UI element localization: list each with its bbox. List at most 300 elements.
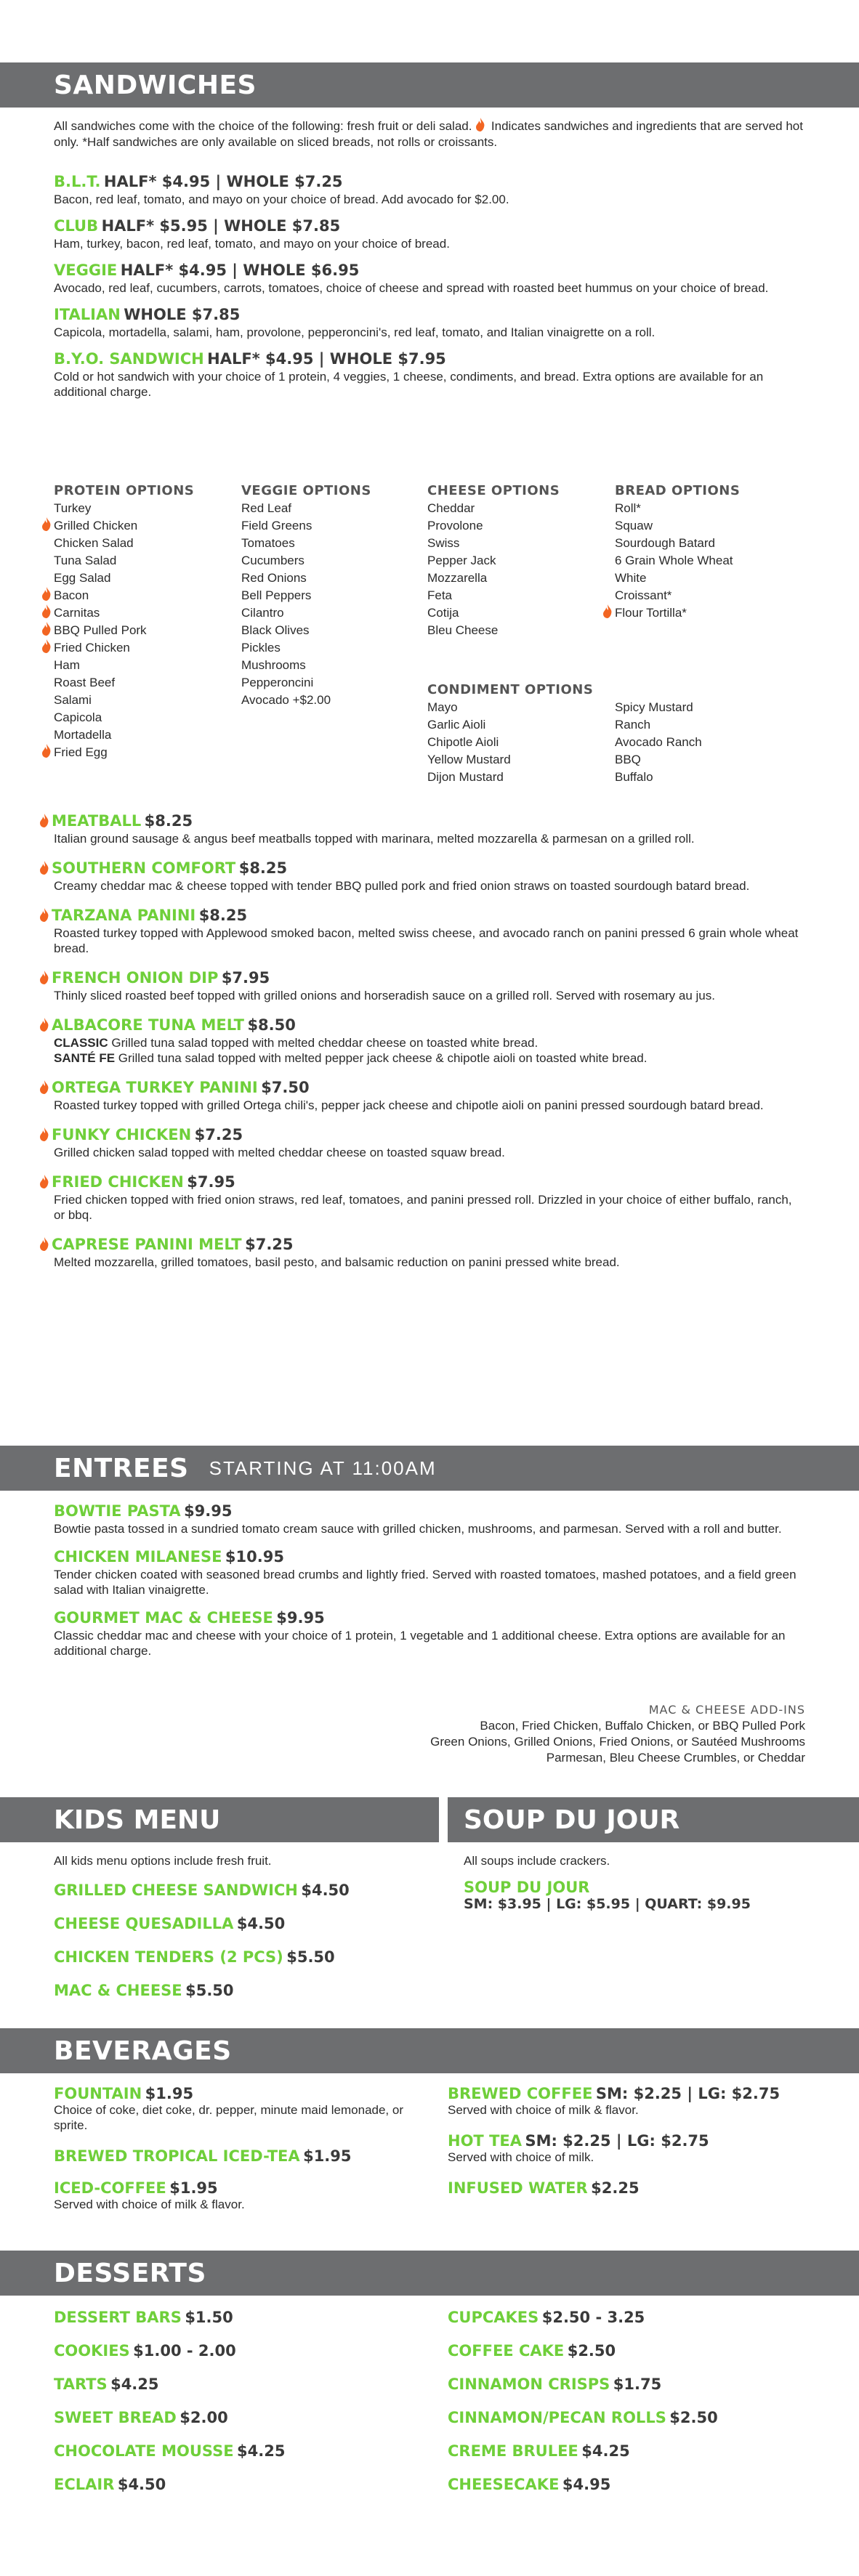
hot-flame-icon xyxy=(41,622,52,636)
menu-item-name: DESSERT BARS xyxy=(54,2309,182,2326)
menu-item-name: COFFEE CAKE xyxy=(448,2342,565,2360)
menu-item-price: $4.25 xyxy=(237,2442,286,2460)
menu-item-price: $5.50 xyxy=(185,1982,234,1999)
option-item xyxy=(54,570,235,587)
kids-header xyxy=(0,1797,439,1842)
menu-item-description: Ham, turkey, bacon, red leaf, tomato, and mayo on your choice of bread. xyxy=(54,237,450,251)
menu-item-name: CHEESE QUESADILLA xyxy=(54,1915,234,1932)
menu-item-name: CHOCOLATE MOUSSE xyxy=(54,2442,234,2460)
option-item-label: Pepperoncini xyxy=(241,676,314,689)
mac-cheese-addins xyxy=(430,1702,805,1766)
condiment-item: BBQ xyxy=(615,753,641,766)
option-item-label: Tuna Salad xyxy=(54,554,117,567)
menu-item-name: ALBACORE TUNA MELT xyxy=(52,1016,244,1034)
option-item xyxy=(54,552,235,570)
option-item-label: Mozzarella xyxy=(427,571,488,585)
tuna-santafe-desc: Grilled tuna salad topped with melted pepper jack cheese & chipotle aioli on toasted white bread. xyxy=(118,1051,648,1065)
menu-item-name: FOUNTAIN xyxy=(54,2085,142,2102)
dessert-item xyxy=(448,2309,826,2326)
hot-flame-icon xyxy=(475,118,485,131)
option-item xyxy=(41,517,235,535)
menu-item-price: $9.95 xyxy=(184,1502,233,1520)
option-item-label: Mushrooms xyxy=(241,658,306,672)
menu-item-heading xyxy=(54,1548,805,1566)
option-item-label: Ham xyxy=(54,658,80,672)
option-item xyxy=(615,535,818,552)
menu-item xyxy=(54,173,805,207)
tuna-classic-label: CLASSIC xyxy=(54,1036,108,1050)
veggie-options-header: VEGGIE OPTIONS xyxy=(241,483,371,498)
menu-item-name: GRILLED CHEESE SANDWICH xyxy=(54,1882,298,1899)
option-item xyxy=(241,639,423,657)
option-item xyxy=(602,604,818,622)
option-item xyxy=(615,500,818,517)
option-item-label: Chicken Salad xyxy=(54,536,134,550)
menu-item-description: Melted mozzarella, grilled tomatoes, basil pesto, and balsamic reduction on panini pressed white bread. xyxy=(54,1255,620,1269)
option-item xyxy=(41,622,235,639)
beverages-header xyxy=(0,2028,859,2073)
option-item-label: Bell Peppers xyxy=(241,588,312,602)
menu-item-name: CINNAMON/PECAN ROLLS xyxy=(448,2409,666,2426)
menu-item-price: SM: $2.25 | LG: $2.75 xyxy=(595,2085,781,2102)
menu-item-price: $2.50 xyxy=(669,2409,718,2426)
menu-item-description: Roasted turkey topped with Applewood smoked bacon, melted swiss cheese, and avocado ranch on panini pressed 6 grain whole wheat bread. xyxy=(54,926,799,955)
menu-item-heading xyxy=(54,2179,432,2197)
option-item xyxy=(54,535,235,552)
kids-item xyxy=(54,1948,432,1966)
menu-item-heading xyxy=(39,969,805,987)
dessert-item xyxy=(54,2309,432,2326)
hot-flame-icon xyxy=(602,604,613,618)
menu-item-price: $2.50 - 3.25 xyxy=(541,2309,645,2326)
menu-item-description: Italian ground sausage & angus beef meatballs topped with marinara, melted mozzarella & parmesan on a grilled roll. xyxy=(54,832,695,846)
option-item xyxy=(41,587,235,604)
option-item xyxy=(241,500,423,517)
menu-item-heading xyxy=(39,907,805,924)
menu-item-price: $8.25 xyxy=(198,907,248,924)
menu-item-heading xyxy=(54,2085,432,2102)
addins-header: MAC & CHEESE ADD-INS xyxy=(648,1703,805,1717)
beverage-item xyxy=(448,2179,826,2197)
option-item-label: Cilantro xyxy=(241,606,284,620)
menu-item-description: Bacon, red leaf, tomato, and mayo on your choice of bread. Add avocado for $2.00. xyxy=(54,193,509,206)
menu-item-price: $4.50 xyxy=(117,2476,166,2493)
option-item-label: Avocado +$2.00 xyxy=(241,693,331,707)
menu-item-name: B.Y.O. SANDWICH xyxy=(54,350,204,368)
menu-item-price: $1.75 xyxy=(613,2375,662,2393)
option-item xyxy=(241,674,423,692)
menu-item-name: GOURMET MAC & CHEESE xyxy=(54,1609,273,1627)
option-item-label: Turkey xyxy=(54,501,92,515)
menu-item-heading xyxy=(54,350,805,368)
menu-item-price: $1.95 xyxy=(145,2085,194,2102)
option-item-label: Pepper Jack xyxy=(427,554,496,567)
menu-item-price: $7.50 xyxy=(261,1079,310,1096)
menu-item-price: $7.25 xyxy=(245,1236,294,1253)
menu-item xyxy=(54,306,805,340)
option-item xyxy=(241,692,423,709)
desserts-title: DESSERTS xyxy=(54,2258,206,2288)
menu-item-price: $2.25 xyxy=(591,2179,640,2197)
menu-item-description: Roasted turkey topped with grilled Ortega chili's, pepper jack cheese and chipotle aioli on panini pressed sourdough batard bread. xyxy=(54,1098,764,1112)
hot-flame-icon xyxy=(41,604,52,618)
entree-item xyxy=(54,1548,805,1597)
option-item xyxy=(615,587,818,604)
menu-item-price: HALF* $4.95 | WHOLE $6.95 xyxy=(120,262,360,279)
beverages-right xyxy=(448,2085,826,2211)
soup-price: SM: $3.95 | LG: $5.95 | QUART: $9.95 xyxy=(464,1896,751,1912)
option-item xyxy=(241,552,423,570)
hot-menu-item xyxy=(39,1173,805,1223)
menu-item-heading xyxy=(54,306,805,323)
dessert-item xyxy=(54,2442,432,2460)
addins-line: Parmesan, Bleu Cheese Crumbles, or Cheddar xyxy=(546,1751,805,1765)
condiment-item: Avocado Ranch xyxy=(615,735,702,749)
desserts-left xyxy=(54,2309,432,2509)
dessert-item xyxy=(448,2409,826,2426)
option-item-label: Croissant* xyxy=(615,588,672,602)
menu-item-description: Capicola, mortadella, salami, ham, provolone, pepperoncini's, red leaf, tomato, and Italian vinaigrette on a roll. xyxy=(54,325,656,339)
option-item-label: Bleu Cheese xyxy=(427,623,499,637)
option-item-label: Roll* xyxy=(615,501,641,515)
hot-menu-item xyxy=(39,1016,805,1066)
menu-item-name: FRIED CHICKEN xyxy=(52,1173,184,1191)
addins-line: Green Onions, Grilled Onions, Fried Onions, or Sautéed Mushrooms xyxy=(430,1735,805,1749)
hot-menu-item xyxy=(39,969,805,1003)
option-item-label: Squaw xyxy=(615,519,653,532)
dessert-item xyxy=(448,2342,826,2360)
cheese-options xyxy=(427,482,609,639)
menu-item xyxy=(54,262,805,296)
menu-item-description: Avocado, red leaf, cucumbers, carrots, tomatoes, choice of cheese and spread with roasted beet hummus on your choice of bread. xyxy=(54,281,769,295)
menu-item-price: $1.95 xyxy=(169,2179,218,2197)
menu-item-heading xyxy=(54,262,805,279)
menu-item-name: B.L.T. xyxy=(54,173,101,190)
menu-item-name: ORTEGA TURKEY PANINI xyxy=(52,1079,258,1096)
option-item-label: Salami xyxy=(54,693,92,707)
option-item-label: Grilled Chicken xyxy=(54,519,138,532)
beverage-item xyxy=(54,2147,432,2165)
hot-flame-icon xyxy=(39,1175,49,1188)
option-item xyxy=(54,674,235,692)
menu-item-name: VEGGIE xyxy=(54,262,118,279)
option-item xyxy=(54,657,235,674)
menu-item-description: Bowtie pasta tossed in a sundried tomato cream sauce with grilled chicken, mushrooms, and parmesan. Served with a roll and butter. xyxy=(54,1522,782,1536)
condiment-item: Spicy Mustard xyxy=(615,700,693,714)
desserts-header xyxy=(0,2251,859,2296)
entrees-header xyxy=(0,1446,859,1491)
option-item xyxy=(241,587,423,604)
menu-item-price: $1.00 - 2.00 xyxy=(133,2342,236,2360)
entrees-subtitle: STARTING AT 11:00AM xyxy=(209,1457,437,1479)
menu-item-heading xyxy=(54,173,805,190)
kids-note: All kids menu options include fresh fruit. xyxy=(54,1854,272,1868)
menu-item-description: Creamy cheddar mac & cheese topped with tender BBQ pulled pork and fried onion straws on toasted sourdough batard bread. xyxy=(54,879,750,893)
menu-item-name: FRENCH ONION DIP xyxy=(52,969,219,987)
option-item-label: Black Olives xyxy=(241,623,310,637)
hot-flame-icon xyxy=(39,814,49,827)
kids-item xyxy=(54,1882,432,1899)
condiment-item: Ranch xyxy=(615,718,651,732)
menu-item-price: $8.25 xyxy=(238,859,288,877)
option-item-label: Egg Salad xyxy=(54,571,111,585)
desserts-right xyxy=(448,2309,826,2509)
soup-title: SOUP DU JOUR xyxy=(464,1805,680,1835)
option-item-label: Feta xyxy=(427,588,453,602)
option-item xyxy=(241,517,423,535)
menu-item-heading xyxy=(39,1016,805,1034)
option-item-label: Tomatoes xyxy=(241,536,295,550)
menu-item-heading xyxy=(54,1502,805,1520)
option-item-label: White xyxy=(615,571,647,585)
sandwiches-header xyxy=(0,62,859,108)
option-item xyxy=(54,726,235,744)
hot-flame-icon xyxy=(41,639,52,653)
menu-item-name: MEATBALL xyxy=(52,812,142,830)
menu-item-heading xyxy=(39,1079,805,1096)
menu-item-price: $5.50 xyxy=(286,1948,335,1966)
menu-item-heading xyxy=(39,812,805,830)
menu-item-description: Thinly sliced roasted beef topped with grilled onions and horseradish sauce on a grilled roll. Served with rosemary au jus. xyxy=(54,989,715,1003)
menu-item-price: $4.50 xyxy=(301,1882,350,1899)
hot-flame-icon xyxy=(39,971,49,984)
option-item xyxy=(427,622,609,639)
kids-item xyxy=(54,1915,432,1932)
option-item xyxy=(41,639,235,657)
option-item xyxy=(241,604,423,622)
option-item-label: BBQ Pulled Pork xyxy=(54,623,147,637)
option-item xyxy=(615,570,818,587)
option-item-label: Provolone xyxy=(427,519,483,532)
hot-menu-item xyxy=(39,812,805,846)
hot-flame-icon xyxy=(41,517,52,531)
option-item xyxy=(241,622,423,639)
menu-item-heading xyxy=(448,2132,826,2150)
option-item-label: Cotija xyxy=(427,606,459,620)
menu-item-price: $7.95 xyxy=(221,969,270,987)
menu-item-price: HALF* $5.95 | WHOLE $7.85 xyxy=(101,217,341,235)
menu-item-price: $4.50 xyxy=(236,1915,286,1932)
hot-flame-icon xyxy=(41,744,52,758)
menu-item-name: TARTS xyxy=(54,2375,108,2393)
option-item xyxy=(54,709,235,726)
menu-item-description: Grilled chicken salad topped with melted cheddar cheese on toasted squaw bread. xyxy=(54,1146,505,1159)
menu-item-heading xyxy=(39,1173,805,1191)
condiment-item: Yellow Mustard xyxy=(427,753,511,766)
option-item xyxy=(41,604,235,622)
dessert-item xyxy=(448,2442,826,2460)
tuna-santafe-label: SANTÉ FE xyxy=(54,1051,116,1065)
menu-item-description: Served with choice of milk. xyxy=(448,2150,594,2164)
beverages-title: BEVERAGES xyxy=(54,2036,232,2066)
condiment-item: Buffalo xyxy=(615,770,653,784)
hot-menu-item xyxy=(39,1236,805,1270)
dessert-item xyxy=(448,2375,826,2393)
menu-item-name: CREME BRULEE xyxy=(448,2442,578,2460)
menu-item-price: $2.00 xyxy=(180,2409,228,2426)
tuna-classic-desc: Grilled tuna salad topped with melted cheddar cheese on toasted white bread. xyxy=(111,1036,539,1050)
menu-item-price: $2.50 xyxy=(567,2342,616,2360)
menu-item-name: SWEET BREAD xyxy=(54,2409,177,2426)
menu-item-price: SM: $2.25 | LG: $2.75 xyxy=(525,2132,709,2150)
option-item-label: Field Greens xyxy=(241,519,312,532)
menu-item-heading xyxy=(39,1236,805,1253)
beverage-item xyxy=(448,2085,826,2118)
option-item xyxy=(615,552,818,570)
dessert-item xyxy=(54,2476,432,2493)
option-item-label: Mortadella xyxy=(54,728,112,742)
option-item xyxy=(427,552,609,570)
beverages-left xyxy=(54,2085,432,2227)
option-item-label: Capicola xyxy=(54,710,102,724)
protein-options xyxy=(54,482,235,761)
menu-item-name: CHICKEN MILANESE xyxy=(54,1548,222,1566)
entree-item xyxy=(54,1609,805,1658)
menu-item-price: $8.50 xyxy=(247,1016,296,1034)
menu-item-price: $4.25 xyxy=(581,2442,630,2460)
menu-item-name: MAC & CHEESE xyxy=(54,1982,182,1999)
option-item xyxy=(427,500,609,517)
menu-item-name: CUPCAKES xyxy=(448,2309,539,2326)
menu-item-name: ICED-COFFEE xyxy=(54,2179,166,2197)
option-item xyxy=(54,500,235,517)
menu-item-description: Cold or hot sandwich with your choice of 1 protein, 4 veggies, 1 cheese, condiments, and bread. Extra options are available for an additional charge. xyxy=(54,370,764,399)
menu-item-price: $8.25 xyxy=(144,812,193,830)
option-item-label: Fried Chicken xyxy=(54,641,130,655)
option-item xyxy=(427,517,609,535)
menu-item-heading xyxy=(54,1609,805,1627)
option-item-label: Red Leaf xyxy=(241,501,291,515)
menu-item-name: BREWED TROPICAL ICED-TEA xyxy=(54,2147,300,2165)
kids-item xyxy=(54,1982,432,1999)
menu-item-price: $1.95 xyxy=(303,2147,352,2165)
option-item xyxy=(241,657,423,674)
option-item xyxy=(427,587,609,604)
intro-text-b: Indicates sandwiches and ingredients that are served hot only. *Half sandwiches are only available on sliced breads, not rolls or croissants. xyxy=(54,119,803,149)
hot-flame-icon xyxy=(39,1080,49,1094)
hot-flame-icon xyxy=(39,1018,49,1032)
entrees-title: ENTREES xyxy=(54,1453,189,1483)
option-item-label: Carnitas xyxy=(54,606,100,620)
option-item xyxy=(427,570,609,587)
option-item-label: Red Onions xyxy=(241,571,307,585)
tuna-classic xyxy=(54,1035,805,1050)
option-item-label: Flour Tortilla* xyxy=(615,606,687,620)
menu-item-price: $1.50 xyxy=(185,2309,233,2326)
menu-item-name: CHEESECAKE xyxy=(448,2476,560,2493)
option-item-label: Bacon xyxy=(54,588,89,602)
intro-text-a: All sandwiches come with the choice of the following: fresh fruit or deli salad. xyxy=(54,119,472,133)
menu-item-name: BOWTIE PASTA xyxy=(54,1502,181,1520)
bread-options xyxy=(615,482,818,622)
menu-item-name: INFUSED WATER xyxy=(448,2179,588,2197)
sandwiches-title: SANDWICHES xyxy=(54,70,257,100)
menu-item-price: $7.95 xyxy=(187,1173,235,1191)
option-item xyxy=(427,535,609,552)
dessert-item xyxy=(448,2476,826,2493)
beverage-item xyxy=(54,2179,432,2212)
menu-item-description: Served with choice of milk & flavor. xyxy=(54,2198,245,2211)
condiment-item: Chipotle Aioli xyxy=(427,735,499,749)
hot-menu-item xyxy=(39,859,805,894)
menu-item-price: HALF* $4.95 | WHOLE $7.95 xyxy=(207,350,446,368)
tuna-santafe xyxy=(54,1050,805,1066)
addins-line: Bacon, Fried Chicken, Buffalo Chicken, or BBQ Pulled Pork xyxy=(480,1719,805,1733)
menu-item-price: $4.25 xyxy=(110,2375,159,2393)
hot-flame-icon xyxy=(39,861,49,875)
dessert-item xyxy=(54,2342,432,2360)
menu-item-name: FUNKY CHICKEN xyxy=(52,1126,192,1143)
menu-item-heading xyxy=(54,2147,432,2165)
menu-item-name: TARZANA PANINI xyxy=(52,907,196,924)
menu-item-price: $4.95 xyxy=(562,2476,611,2493)
option-item-label: Swiss xyxy=(427,536,460,550)
menu-item-name: ECLAIR xyxy=(54,2476,115,2493)
menu-item-price: $7.25 xyxy=(194,1126,243,1143)
menu-item-name: ITALIAN xyxy=(54,306,121,323)
condiment-item: Mayo xyxy=(427,700,458,714)
option-item xyxy=(241,570,423,587)
dessert-item xyxy=(54,2375,432,2393)
menu-item-name: CINNAMON CRISPS xyxy=(448,2375,610,2393)
menu-item-description: Tender chicken coated with seasoned bread crumbs and lightly fried. Served with roasted tomatoes, mashed potatoes, and a field green salad with Italian vinaigrette. xyxy=(54,1568,797,1597)
hot-flame-icon xyxy=(39,1237,49,1251)
menu-item-price: $9.95 xyxy=(276,1609,325,1627)
hot-flame-icon xyxy=(39,1127,49,1141)
menu-item-heading xyxy=(448,2179,826,2197)
option-item xyxy=(41,744,235,761)
soup-header xyxy=(448,1797,859,1842)
menu-item-description: Served with choice of milk & flavor. xyxy=(448,2103,639,2117)
option-item-label: 6 Grain Whole Wheat xyxy=(615,554,733,567)
menu-item-name: CLUB xyxy=(54,217,99,235)
option-item-label: Cucumbers xyxy=(241,554,305,567)
beverage-item xyxy=(54,2085,432,2133)
hot-menu-item xyxy=(39,1126,805,1160)
option-item-label: Pickles xyxy=(241,641,281,655)
menu-item-name: BREWED COFFEE xyxy=(448,2085,593,2102)
menu-item-heading xyxy=(448,2085,826,2102)
entrees-list xyxy=(54,1496,805,1658)
cheese-options-header: CHEESE OPTIONS xyxy=(427,483,560,498)
option-item-label: Sourdough Batard xyxy=(615,536,715,550)
option-item-label: Cheddar xyxy=(427,501,475,515)
condiment-item: Garlic Aioli xyxy=(427,718,486,732)
hot-menu-item xyxy=(39,1079,805,1113)
entree-item xyxy=(54,1502,805,1536)
option-item-label: Roast Beef xyxy=(54,676,116,689)
bread-options-header: BREAD OPTIONS xyxy=(615,483,741,498)
soup-name: SOUP DU JOUR xyxy=(464,1879,590,1896)
menu-item xyxy=(54,350,805,400)
menu-item-price: $10.95 xyxy=(225,1548,284,1566)
menu-item-name: HOT TEA xyxy=(448,2132,522,2150)
condiment-options-header: CONDIMENT OPTIONS xyxy=(427,682,594,697)
option-item xyxy=(427,604,609,622)
option-item xyxy=(241,535,423,552)
sandwich-list xyxy=(54,171,805,400)
menu-item-description: Classic cheddar mac and cheese with your choice of 1 protein, 1 vegetable and 1 additional cheese. Extra options are available for an additional charge. xyxy=(54,1629,786,1658)
menu-item xyxy=(54,217,805,251)
soup-note: All soups include crackers. xyxy=(464,1854,610,1868)
soup-block xyxy=(464,1854,842,1922)
menu-item-description: Choice of coke, diet coke, dr. pepper, minute maid lemonade, or sprite. xyxy=(54,2103,403,2132)
menu-item-description: Fried chicken topped with fried onion straws, red leaf, tomatoes, and panini pressed roll. Drizzled in your choice of either buffalo, ranch, or bbq. xyxy=(54,1193,792,1222)
menu-item-name: COOKIES xyxy=(54,2342,130,2360)
option-item xyxy=(54,692,235,709)
dessert-item xyxy=(54,2409,432,2426)
beverage-item xyxy=(448,2132,826,2165)
